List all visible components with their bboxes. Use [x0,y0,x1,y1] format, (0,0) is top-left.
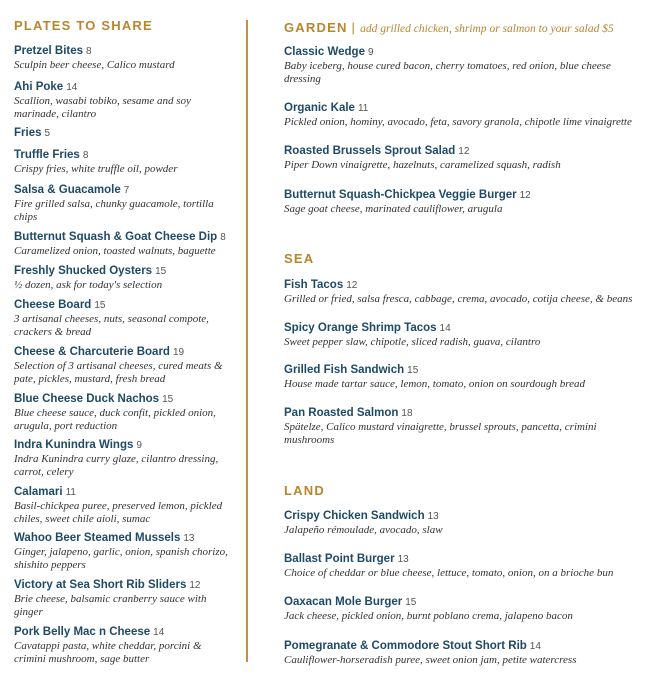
item-price: 8 [220,232,226,243]
item-description: Brie cheese, balsamic cranberry sauce with ginger [14,593,207,618]
item-price: 15 [407,365,419,376]
item-price: 13 [183,533,195,544]
item-name: Crispy Chicken Sandwich [284,510,425,522]
item-price: 5 [44,128,51,139]
menu-item [14,126,236,141]
menu-item [14,531,236,572]
item-description: Fire grilled salsa, chunky guacamole, tortilla chips [14,198,214,223]
item-name: Truffle Fries [14,149,80,161]
menu-item [14,264,236,292]
item-price: 8 [86,46,92,57]
item-name: Calamari [14,486,63,498]
item-description: Pickled onion, hominy, avocado, feta, savory granola, chipotle lime vinaigrette [284,116,632,128]
item-name: Butternut Squash-Chickpea Veggie Burger [284,189,517,201]
item-description: Cavatappi pasta, white cheddar, porcini & crimini mushroom, sage butter [14,640,202,665]
item-name: Cheese & Charcuterie Board [14,346,170,358]
menu-item [284,321,644,349]
menu-item [284,144,644,172]
item-price: 8 [82,150,89,161]
menu-item [284,101,644,129]
item-price: 15 [155,266,167,277]
section-title-sea: SEA [284,251,315,266]
menu-item [284,45,644,86]
menu-item [14,183,236,224]
item-description: Scallion, wasabi tobiko, sesame and soy marinade, cilantro [14,95,191,120]
menu-item [14,438,236,479]
item-price: 14 [439,323,451,334]
item-name: Oaxacan Mole Burger [284,596,403,608]
item-name: Cheese Board [14,299,92,311]
item-price: 18 [401,408,413,419]
item-name: Pork Belly Mac n Cheese [14,626,151,638]
item-price: 14 [153,627,165,638]
item-price: 12 [189,580,201,591]
item-name: Indra Kunindra Wings [14,439,134,451]
item-description: Selection of 3 artisanal cheeses, cured meats & pate, pickles, mustard, fresh bread [14,360,223,385]
item-description: Indra Kunindra curry glaze, cilantro dressing, carrot, celery [14,453,219,478]
item-description: Caramelized onion, toasted walnuts, baguette [14,245,216,257]
menu-item [14,148,236,176]
section-separator: | [351,20,357,35]
item-price: 11 [357,103,369,114]
menu-item [284,363,644,391]
menu-item [14,392,236,433]
item-description: Piper Down vinaigrette, hazelnuts, caramelized squash, radish [284,159,561,171]
item-description: Baby iceberg, house cured bacon, cherry tomatoes, red onion, blue cheese dressing [284,60,611,85]
column-divider [246,20,248,662]
item-price: 15 [162,394,174,405]
item-description: Choice of cheddar or blue cheese, lettuce, tomato, onion, on a brioche bun [284,567,614,579]
item-name: Ballast Point Burger [284,553,395,565]
section-header-garden [284,20,614,35]
item-price: 13 [427,511,439,522]
item-name: Grilled Fish Sandwich [284,364,405,376]
item-name: Fish Tacos [284,279,344,291]
item-name: Fries [14,127,42,139]
item-description: Jalapeño rémoulade, avocado, slaw [284,524,443,536]
menu-item [284,278,644,306]
item-price: 13 [397,554,409,565]
menu-item [284,595,644,623]
item-description: ½ dozen, ask for today's selection [14,279,163,291]
item-name: Organic Kale [284,102,355,114]
item-description: Crispy fries, white truffle oil, powder [14,163,178,175]
item-description: Cauliflower-horseradish puree, sweet onion jam, petite watercress [284,654,577,666]
section-note-garden: add grilled chicken, shrimp or salmon to your salad $5 [360,23,614,35]
item-description: Sculpin beer cheese, Calico mustard [14,59,175,71]
item-price: 12 [519,190,531,201]
item-description: Sweet pepper slaw, chipotle, sliced radish, guava, cilantro [284,336,541,348]
item-price: 9 [367,47,374,58]
item-name: Pomegranate & Commodore Stout Short Rib [284,640,527,652]
section-title-land: LAND [284,483,325,498]
item-price: 12 [458,146,470,157]
item-price: 15 [405,597,417,608]
menu-item [14,625,236,666]
item-name: Pan Roasted Salmon [284,407,399,419]
item-price: 19 [172,347,185,358]
menu-item [284,406,644,447]
menu-item [14,298,236,339]
item-description: Sage goat cheese, marinated cauliflower, arugula [284,203,503,215]
menu-item [14,345,236,386]
item-name: Freshly Shucked Oysters [14,265,153,277]
menu-item [284,509,644,537]
item-description: Grilled or fried, salsa fresca, cabbage, crema, avocado, cotija cheese, & beans [284,293,633,305]
menu-item [14,485,236,526]
menu-item [14,80,236,121]
section-title-garden: GARDEN [284,20,348,35]
item-name: Pretzel Bites [14,45,84,57]
item-price: 12 [346,280,358,291]
item-description: Basil-chickpea puree, preserved lemon, pickled chiles, sweet chile aioli, sumac [14,500,223,525]
item-price: 9 [136,440,142,451]
menu-item [284,639,644,667]
menu-item [14,230,236,258]
item-name: Victory at Sea Short Rib Sliders [14,579,187,591]
item-description: Jack cheese, pickled onion, burnt poblano crema, jalapeno bacon [284,610,573,622]
item-price: 14 [66,82,78,93]
item-description: Spätelze, Calico mustard vinaigrette, brussel sprouts, pancetta, crimini mushrooms [284,421,597,446]
item-name: Wahoo Beer Steamed Mussels [14,532,181,544]
menu-item [14,578,236,619]
item-name: Salsa & Guacamole [14,184,121,196]
item-name: Classic Wedge [284,46,365,58]
item-description: Blue cheese sauce, duck confit, pickled onion, arugula, port reduction [14,407,216,432]
item-description: House made tartar sauce, lemon, tomato, onion on sourdough bread [284,378,586,390]
item-description: Ginger, jalapeno, garlic, onion, spanish chorizo, shishito peppers [14,546,228,571]
item-name: Spicy Orange Shrimp Tacos [284,322,437,334]
item-description: 3 artisanal cheeses, nuts, seasonal compote, crackers & bread [14,313,209,338]
item-name: Blue Cheese Duck Nachos [14,393,160,405]
item-name: Roasted Brussels Sprout Salad [284,145,456,157]
item-price: 11 [65,487,76,498]
menu-item [284,188,644,216]
menu-item [284,552,644,580]
section-title-plates-to-share: PLATES TO SHARE [14,18,153,33]
menu-item [14,44,236,72]
item-price: 7 [123,185,130,196]
item-price: 15 [94,300,106,311]
item-name: Ahi Poke [14,81,64,93]
item-price: 14 [529,641,541,652]
item-name: Butternut Squash & Goat Cheese Dip [14,231,218,243]
